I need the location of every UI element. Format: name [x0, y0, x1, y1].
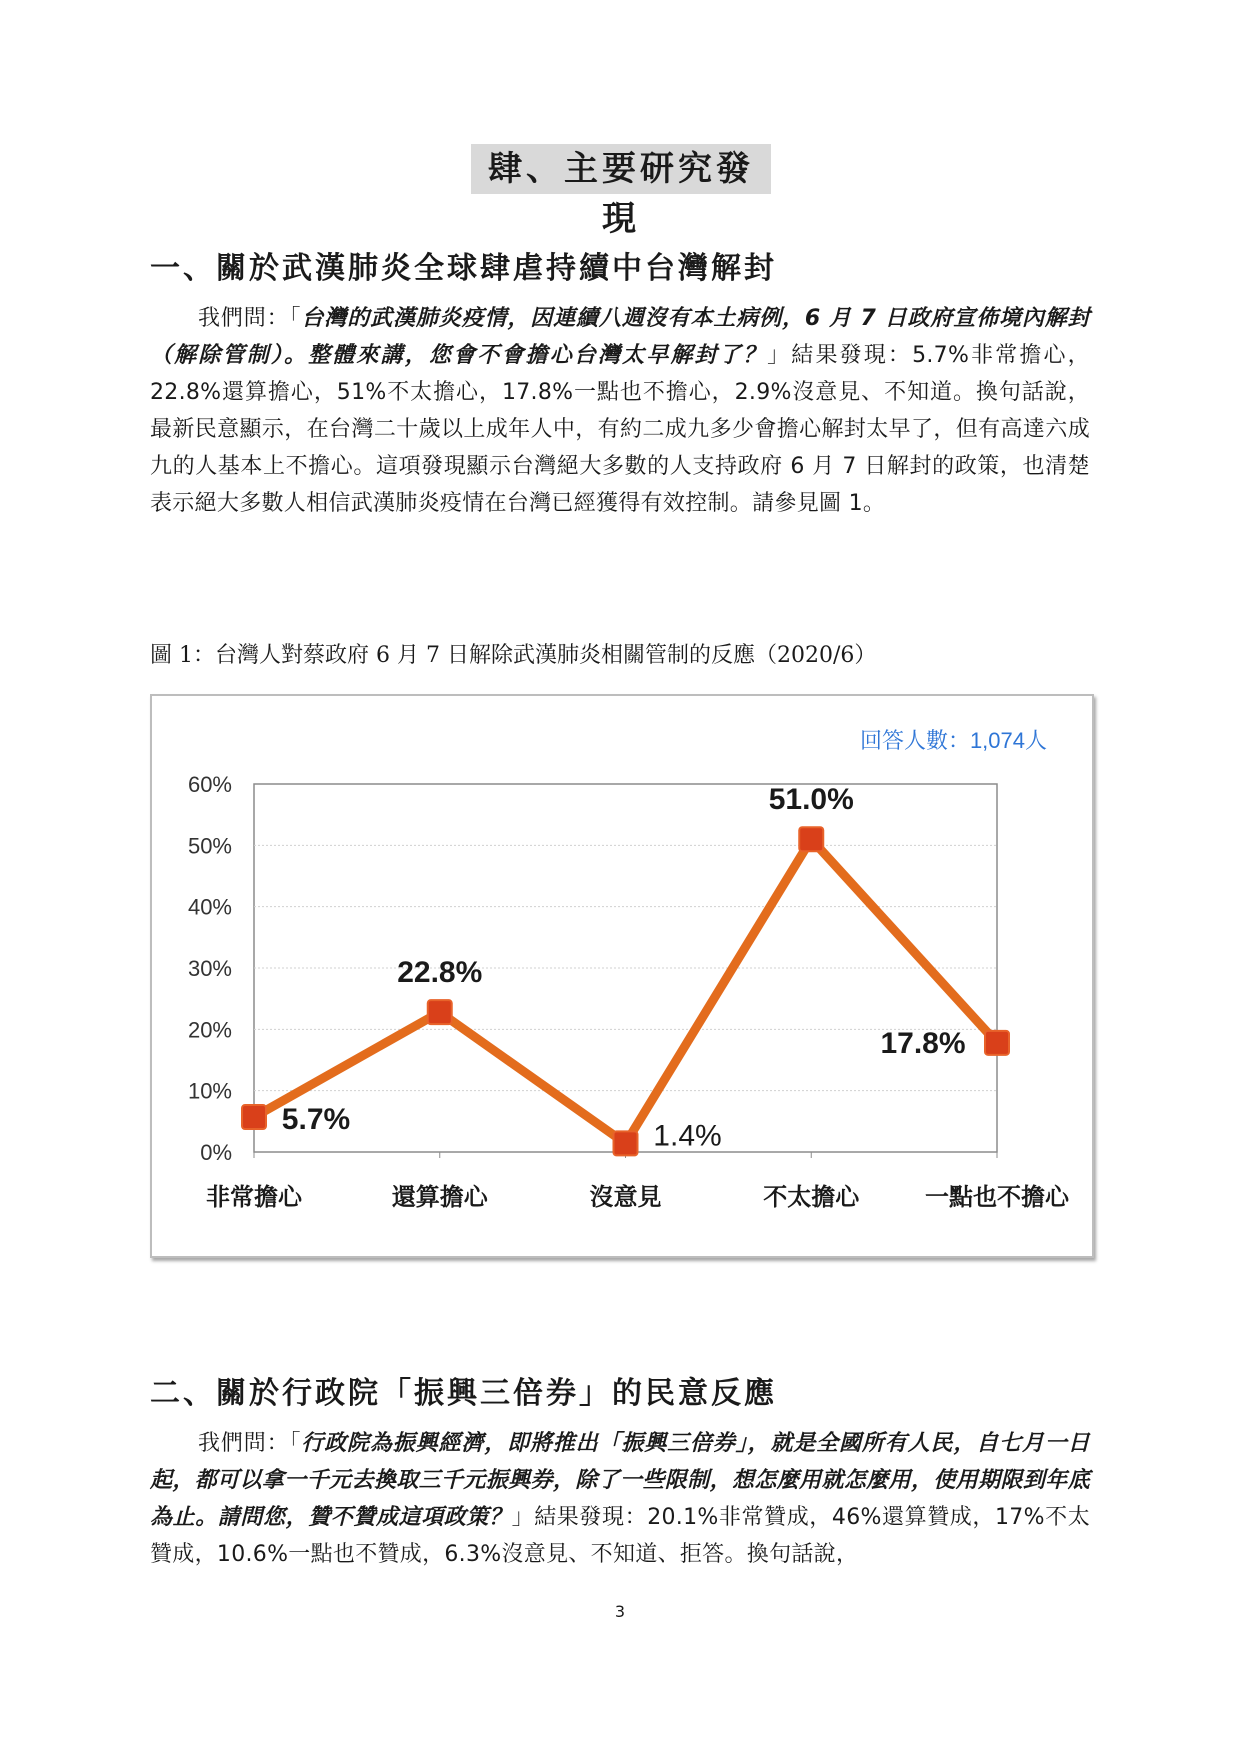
y-tick-label: 10% — [187, 1078, 232, 1104]
respondent-count-annotation: 回答人數：1,074人 — [859, 728, 1047, 753]
data-point-marker — [242, 1105, 266, 1129]
data-point-marker — [428, 1000, 452, 1024]
data-point-marker — [985, 1031, 1009, 1055]
y-tick-label: 60% — [187, 772, 232, 797]
x-tick-label: 非常擔心 — [206, 1184, 302, 1211]
y-tick-label: 20% — [187, 1017, 232, 1043]
para1-intro: 我們問：「 — [198, 306, 302, 331]
section2-paragraph — [150, 1425, 1090, 1573]
para2-rest: 」結果發現：20.1%非常贊成，46%還算贊成，17%不太贊成，10.6%一點也不贊成，6.3%沒意見、不知道、拒答。換句話說， — [150, 1505, 1090, 1567]
line-chart — [152, 696, 1092, 1256]
data-label: 17.8% — [880, 1026, 966, 1060]
section-title: 肆、主要研究發現 — [471, 144, 771, 194]
section2-heading: 二、關於行政院「振興三倍券」的民意反應 — [150, 1376, 777, 1411]
y-tick-label: 30% — [187, 956, 232, 981]
page-number: 3 — [614, 1602, 626, 1621]
y-tick-label: 50% — [187, 833, 232, 859]
section1-paragraph — [150, 300, 1090, 522]
data-point-marker — [799, 827, 823, 851]
y-tick-label: 40% — [187, 894, 232, 920]
x-tick-label: 一點也不擔心 — [925, 1184, 1069, 1211]
data-label: 51.0% — [768, 783, 854, 817]
data-label: 1.4% — [653, 1119, 722, 1153]
data-label: 5.7% — [281, 1103, 351, 1137]
figure1-caption: 圖 1：台灣人對蔡政府 6 月 7 日解除武漢肺炎相關管制的反應（2020/6） — [150, 643, 877, 668]
chart-frame — [150, 694, 1094, 1258]
para2-question: 行政院為振興經濟，即將推出「振興三倍券」，就是全國所有人民，自七月一日起，都可以拿一千元去換取三千元振興券，除了一些限制，想怎麼用就怎麼用，使用期限到年底為止。請問您，贊不贊成這項政策？ — [150, 1431, 1090, 1530]
data-label: 22.8% — [397, 956, 483, 990]
x-tick-label: 沒意見 — [589, 1184, 662, 1211]
para1-rest: 」結果發現：5.7%非常擔心，22.8%還算擔心，51%不太擔心，17.8%一點也不擔心，2.9%沒意見、不知道。換句話說，最新民意顯示，在台灣二十歲以上成年人中，有約二成九多少會擔心解封太早了，但有高達六成九的人基本上不擔心。這項發現顯示台灣絕大多數的人支持政府 6 月 7 日解封的政策，也清楚表示絕大多數人相信武漢肺炎疫情在台灣已經獲得有效控制。請參見圖 1。 — [150, 343, 1090, 516]
section1-heading: 一、關於武漢肺炎全球肆虐持續中台灣解封 — [150, 251, 777, 286]
data-point-marker — [614, 1131, 638, 1155]
x-tick-label: 不太擔心 — [763, 1184, 860, 1211]
para1-question: 台灣的武漢肺炎疫情，因連續八週沒有本土病例，6 月 7 日政府宣佈境內解封（解除管制）。整體來講，您會不會擔心台灣太早解封了？ — [150, 306, 1090, 368]
x-tick-label: 還算擔心 — [391, 1184, 488, 1211]
para2-intro: 我們問：「 — [198, 1431, 302, 1456]
y-tick-label: 0% — [200, 1140, 232, 1165]
plot-area — [254, 784, 997, 1152]
